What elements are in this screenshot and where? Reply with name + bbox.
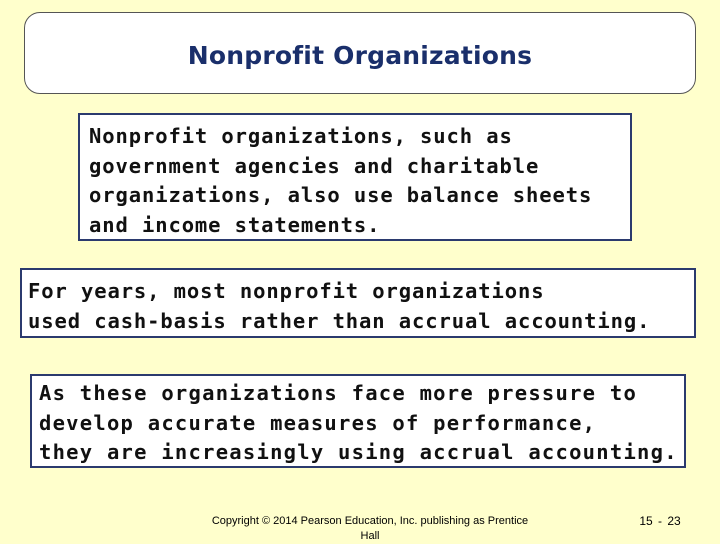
footer-page-number: 15 - 23: [639, 514, 681, 528]
text-box-nonprofit-statements: Nonprofit organizations, such as government agencies and charitable organizations, also use balance sheets and income statements.: [78, 113, 632, 241]
text-box-cash-basis: For years, most nonprofit organizations used cash-basis rather than accrual accounting.: [20, 268, 696, 338]
text-box-accrual-accounting: As these organizations face more pressure to develop accurate measures of performance, they are increasingly using accrual accounting.: [30, 374, 686, 468]
footer-copyright: Copyright © 2014 Pearson Education, Inc. publishing as Prentice Hall: [211, 515, 529, 542]
slide-title: Nonprofit Organizations: [187, 41, 533, 70]
title-box: [24, 12, 696, 94]
